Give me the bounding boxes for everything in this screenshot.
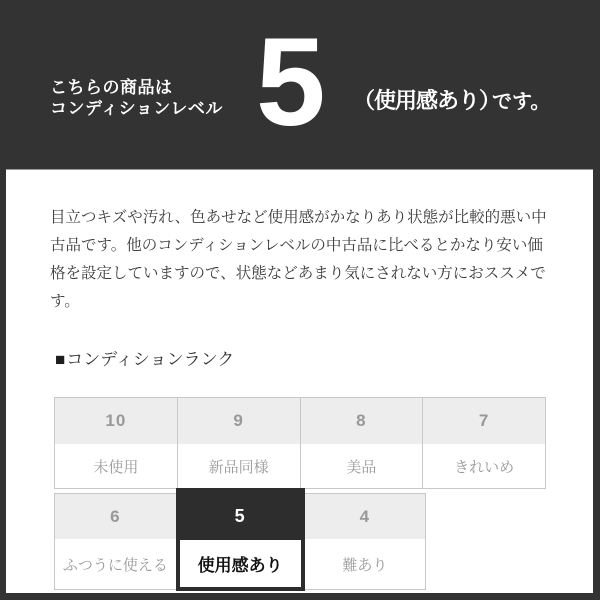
condition-description: 目立つキズや汚れ、色あせなど使用感がかなりあり状態が比較的悪い中古品です。他のコンディションレベルの中古品に比べるとかなり安い価格を設定していますので、状態などあまり気にされない方におススメです。 (50, 209, 547, 310)
banner-intro-line1: こちらの商品は (50, 78, 173, 97)
banner-intro (50, 77, 223, 119)
rank-cell-6 (54, 493, 177, 590)
rank-number: 6 (55, 494, 176, 539)
rank-label: 新品同様 (208, 458, 269, 476)
content-panel (6, 169, 593, 593)
rank-label: 未使用 (93, 458, 139, 476)
square-bullet-icon: ■ (55, 350, 66, 369)
rank-number: 9 (178, 398, 300, 444)
condition-level-label: （使用感あり） (353, 88, 501, 113)
rank-cell-5-highlighted (176, 488, 305, 591)
banner-intro-line2: コンディションレベル (50, 99, 223, 118)
rank-cell-4 (304, 493, 427, 590)
section-title (55, 350, 593, 370)
rank-cell-10 (54, 397, 178, 489)
rank-label: ふつうに使える (62, 556, 168, 574)
condition-banner (0, 0, 600, 169)
rank-row-2 (54, 493, 546, 591)
rank-label: 難あり (342, 556, 388, 574)
rank-cell-9 (177, 397, 301, 489)
section-title-text: コンディションランク (66, 350, 235, 369)
rank-number: 7 (423, 398, 545, 444)
rank-number: 5 (180, 492, 301, 540)
rank-cell-7 (422, 397, 546, 489)
rank-number: 8 (301, 398, 423, 444)
rank-cell-8 (300, 397, 424, 489)
rank-row-1 (54, 397, 546, 489)
rank-label: きれいめ (454, 458, 515, 476)
rank-number: 4 (305, 494, 426, 539)
banner-suffix: です。 (492, 91, 551, 113)
rank-label: 使用感あり (180, 540, 301, 587)
condition-rank-table (54, 397, 546, 591)
condition-level-number: 5 (256, 13, 326, 152)
rank-number: 10 (55, 398, 177, 444)
rank-label: 美品 (346, 458, 377, 476)
